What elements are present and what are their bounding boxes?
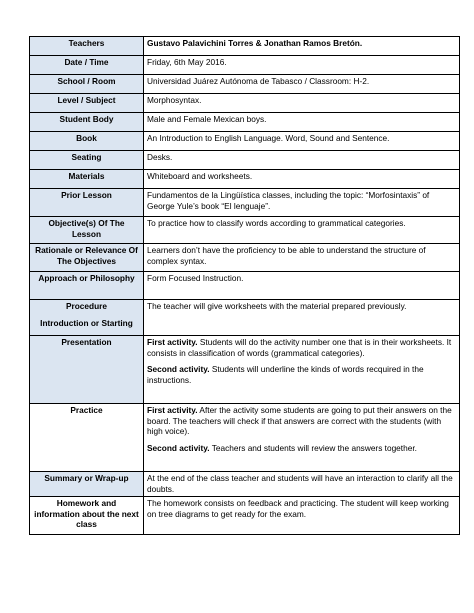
row-value-summary: At the end of the class teacher and students will have an interaction to clarify all the doubts. (144, 472, 460, 497)
row-label-approach: Approach or Philosophy (30, 272, 144, 300)
table-row (30, 272, 460, 300)
row-label-seating: Seating (30, 151, 144, 170)
row-value-prior-lesson: Fundamentos de la Lingüística classes, including the topic: “Morfosintaxis” of George Yule’s book “El lenguaje”. (144, 189, 460, 217)
table-row (30, 497, 460, 535)
first-activity-text: After the activity some students are going to put their answers on the board. The teachers will check if that answers are correct with the students (with high voice). (147, 405, 452, 437)
row-label-materials: Materials (30, 170, 144, 189)
row-value-homework: The homework consists on feedback and practicing. The student will keep working on tree diagrams to get ready for the exam. (144, 497, 460, 535)
practice-first-activity (147, 405, 456, 437)
introduction-label: Introduction or Starting (40, 317, 133, 328)
table-row (30, 94, 460, 113)
row-value-teachers: Gustavo Palavichini Torres & Jonathan Ramos Bretón. (144, 37, 460, 56)
row-label-rationale: Rationale or Relevance Of The Objectives (30, 244, 144, 272)
presentation-second-activity (147, 364, 456, 385)
second-activity-heading: Second activity. (147, 364, 210, 375)
table-row (30, 217, 460, 244)
row-label-presentation: Presentation (30, 336, 144, 404)
row-label-procedure (30, 300, 144, 336)
second-activity-heading: Second activity. (147, 442, 210, 453)
second-activity-text: Teachers and students will review the answers together. (209, 442, 417, 453)
first-activity-heading: First activity. (147, 337, 198, 347)
row-value-approach: Form Focused Instruction. (144, 272, 460, 300)
table-row (30, 336, 460, 404)
row-label-date-time: Date / Time (30, 56, 144, 75)
row-label-objectives: Objective(s) Of The Lesson (30, 217, 144, 244)
row-value-school-room: Universidad Juárez Autónoma de Tabasco / Classroom: H-2. (144, 75, 460, 94)
practice-second-activity (147, 443, 456, 454)
row-value-materials: Whiteboard and worksheets. (144, 170, 460, 189)
row-value-objectives: To practice how to classify words according to grammatical categories. (144, 217, 460, 244)
row-value-student-body: Male and Female Mexican boys. (144, 113, 460, 132)
table-row (30, 75, 460, 94)
table-row (30, 37, 460, 56)
row-value-date-time: Friday, 6th May 2016. (144, 56, 460, 75)
table-row (30, 300, 460, 336)
lesson-plan-table (29, 36, 460, 535)
presentation-first-activity (147, 337, 456, 358)
table-row (30, 170, 460, 189)
row-label-homework: Homework and information about the next class (30, 497, 144, 535)
second-activity-text: Students will underline the kinds of words recquired in the instructions. (147, 364, 424, 385)
table-row (30, 113, 460, 132)
row-label-prior-lesson: Prior Lesson (30, 189, 144, 217)
row-value-book: An Introduction to English Language. Word, Sound and Sentence. (144, 132, 460, 151)
row-value-presentation (144, 336, 460, 404)
table-row (30, 244, 460, 272)
row-label-practice: Practice (30, 404, 144, 472)
row-label-school-room: School / Room (30, 75, 144, 94)
row-label-book: Book (30, 132, 144, 151)
table-row (30, 472, 460, 497)
table-row (30, 56, 460, 75)
row-value-procedure: The teacher will give worksheets with the material prepared previously. (144, 300, 460, 336)
table-row (30, 404, 460, 472)
row-value-practice (144, 404, 460, 472)
row-value-rationale: Learners don’t have the proficiency to be able to understand the structure of complex syntax. (144, 244, 460, 272)
first-activity-text: Students will do the activity number one that is in their worksheets. It consists in classification of words (grammatical categories). (147, 337, 452, 358)
row-label-level-subject: Level / Subject (30, 94, 144, 113)
first-activity-heading: First activity. (147, 405, 198, 415)
row-value-seating: Desks. (144, 151, 460, 170)
table-row (30, 151, 460, 170)
table-row (30, 189, 460, 217)
row-label-student-body: Student Body (30, 113, 144, 132)
table-row (30, 132, 460, 151)
row-label-teachers: Teachers (30, 37, 144, 56)
row-value-level-subject: Morphosyntax. (144, 94, 460, 113)
procedure-label: Procedure (65, 301, 108, 311)
row-label-summary: Summary or Wrap-up (30, 472, 144, 497)
